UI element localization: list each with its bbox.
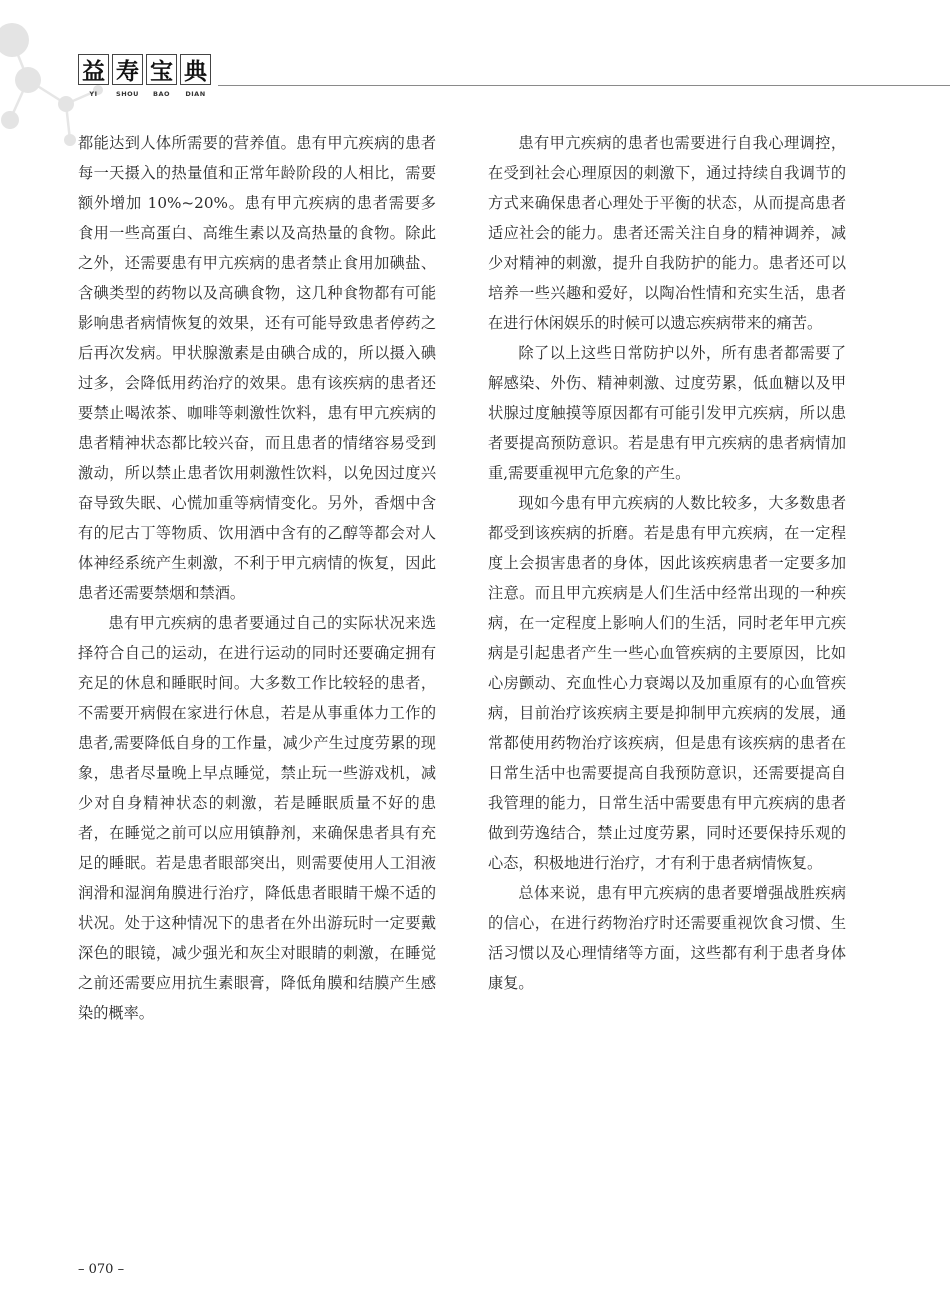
body-paragraph: 患有甲亢疾病的患者要通过自己的实际状况来选择符合自己的运动，在进行运动的同时还要确定拥有充足的休息和睡眠时间。大多数工作比较轻的患者，不需要开病假在家进行休息，若是从事重体力工作的患者,需要降低自身的工作量，减少产生过度劳累的现象，患者尽量晚上早点睡觉，禁止玩一些游戏机，减少对自身精神状态的刺激，若是睡眠质量不好的患者，在睡觉之前可以应用镇静剂，来确保患者具有充足的睡眠。若是患者眼部突出，则需要使用人工泪液润滑和湿润角膜进行治疗，降低患者眼睛干燥不适的状况。处于这种情况下的患者在外出游玩时一定要戴深色的眼镜，减少强光和灰尘对眼睛的刺激，在睡觉之前还需要应用抗生素眼膏，降低角膜和结膜产生感染的概率。	[78, 614, 436, 1022]
title-char: 宝	[146, 54, 177, 85]
masthead	[78, 54, 211, 98]
pinyin-syllable: SHOU	[116, 90, 139, 98]
pinyin-syllable: YI	[89, 90, 98, 98]
left-column	[78, 128, 436, 1028]
pinyin-syllable: DIAN	[185, 90, 206, 98]
title-char: 典	[180, 54, 211, 85]
right-column	[488, 128, 846, 998]
body-paragraph: 都能达到人体所需要的营养值。患有甲亢疾病的患者每一天摄入的热量值和正常年龄阶段的人相比，需要额外增加 10%~20%。患有甲亢疾病的患者需要多食用一些高蛋白、高维生素以及高热量的食物。除此之外，还需要患有甲亢疾病的患者禁止食用加碘盐、含碘类型的药物以及高碘食物，这几种食物都有可能影响患者病情恢复的效果，还有可能导致患者停药之后再次发病。甲状腺激素是由碘合成的，所以摄入碘过多，会降低用药治疗的效果。患有该疾病的患者还要禁止喝浓茶、咖啡等刺激性饮料，患有甲亢疾病的患者精神状态都比较兴奋，而且患者的情绪容易受到激动，所以禁止患者饮用刺激性饮料，以免因过度兴奋导致失眠、心慌加重等病情变化。另外，香烟中含有的尼古丁等物质、饮用酒中含有的乙醇等都会对人体神经系统产生刺激，不利于甲亢病情的恢复，因此患者还需要禁烟和禁酒。	[78, 134, 436, 602]
body-paragraph: 患有甲亢疾病的患者也需要进行自我心理调控，在受到社会心理原因的刺激下，通过持续自我调节的方式来确保患者心理处于平衡的状态，从而提高患者适应社会的能力。患者还需关注自身的精神调养，减少对精神的刺激，提升自我防护的能力。患者还可以培养一些兴趣和爱好，以陶冶性情和充实生活，患者在进行休闲娱乐的时候可以遗忘疾病带来的痛苦。	[488, 134, 846, 332]
pinyin-syllable: BAO	[152, 90, 170, 98]
magazine-title-pinyin	[78, 90, 211, 98]
header-divider	[218, 85, 950, 86]
title-char: 寿	[112, 54, 143, 85]
body-paragraph: 除了以上这些日常防护以外，所有患者都需要了解感染、外伤、精神刺激、过度劳累，低血糖以及甲状腺过度触摸等原因都有可能引发甲亢疾病，所以患者要提高预防意识。若是患有甲亢疾病的患者病情加重,需要重视甲亢危象的产生。	[488, 344, 846, 482]
body-paragraph: 现如今患有甲亢疾病的人数比较多，大多数患者都受到该疾病的折磨。若是患有甲亢疾病，在一定程度上会损害患者的身体，因此该疾病患者一定要多加注意。而且甲亢疾病是人们生活中经常出现的一种疾病，在一定程度上影响人们的生活，同时老年甲亢疾病是引起患者产生一些心血管疾病的主要原因，比如心房颤动、充血性心力衰竭以及加重原有的心血管疾病，目前治疗该疾病主要是抑制甲亢疾病的发展，通常都使用药物治疗该疾病，但是患有该疾病的患者在日常生活中也需要提高自我预防意识，还需要提高自我管理的能力，日常生活中需要患有甲亢疾病的患者做到劳逸结合，禁止过度劳累，同时还要保持乐观的心态，积极地进行治疗，才有利于患者病情恢复。	[488, 494, 846, 872]
magazine-title	[78, 54, 211, 85]
body-paragraph: 总体来说，患有甲亢疾病的患者要增强战胜疾病的信心，在进行药物治疗时还需要重视饮食习惯、生活习惯以及心理情绪等方面，这些都有利于患者身体康复。	[488, 884, 846, 992]
page-number: – 070 –	[78, 1262, 125, 1277]
title-char: 益	[78, 54, 109, 85]
